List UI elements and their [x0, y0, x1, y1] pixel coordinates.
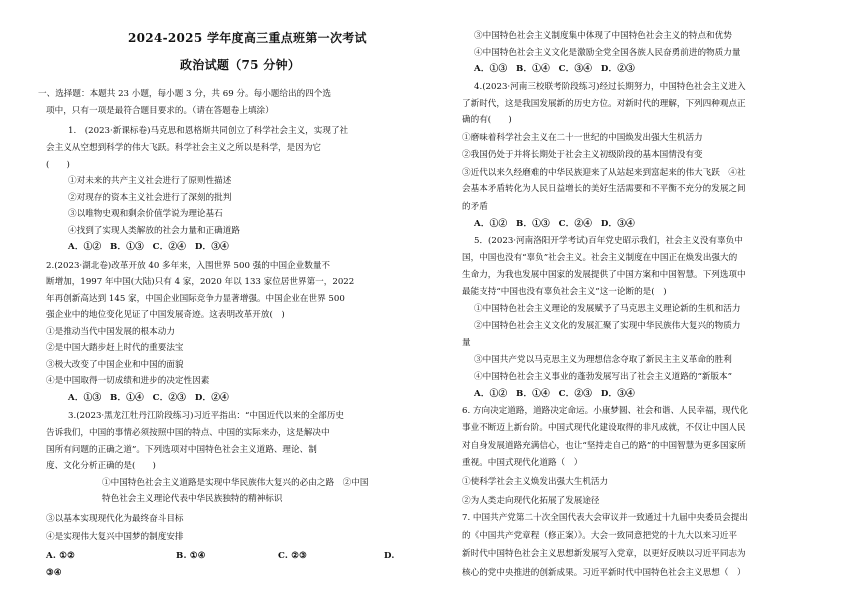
- section-heading-cont: 项中，只有一项是最符合题目要求的。（请在答题卷上填涂）: [46, 106, 274, 116]
- q5-item-3: ③中国共产党以马克思主义为理想信念夺取了新民主主义革命的胜利: [474, 355, 732, 365]
- q7-stem-line3: 新时代中国特色社会主义思想新发展写入党章，以更好反映以习近平同志为: [462, 549, 746, 559]
- q5-item-1: ①中国特色社会主义理论的发展赋予了马克思主义理论新的生机和活力: [474, 304, 741, 314]
- q5-stem-line4: 最能支持“中国也没有辜负社会主义”这一论断的是( ): [462, 287, 667, 297]
- q4-stem: 4.(2023·河南三校联考阶段练习)经过长期努力，中国特色社会主义进入: [474, 82, 746, 92]
- q3-option-b: B. ①④: [176, 551, 206, 561]
- q3-stem: 3.(2023·黑龙江牡丹江阶段练习)习近平指出：“中国近代以来的全部历史: [68, 411, 344, 421]
- q7-stem-line4: 核心的党中央推进的创新成果。习近平新时代中国特色社会主义思想（ ）: [462, 568, 746, 578]
- q3-option-d: D.: [384, 551, 395, 561]
- q1-stem-line2: 会主义从空想到科学的伟大飞跃。科学社会主义之所以是科学，是因为它: [46, 143, 322, 153]
- q3-stem-line4: 度、文化分析正确的是( ): [46, 461, 156, 471]
- q3-item-4: ④是实现伟大复兴中国梦的制度安排: [46, 532, 184, 542]
- q5-stem: 5．(2023·河南洛阳开学考试)百年党史昭示我们，社会主义没有辜负中: [474, 236, 743, 246]
- exam-title: 2024-2025 学年度高三重点班第一次考试: [128, 31, 367, 45]
- q2-stem-line4: 强企业中的地位变化见证了中国发展奇迹。这表明改革开放( ): [46, 310, 285, 320]
- q3-item-4-right: ④中国特色社会主义文化是激励全党全国各族人民奋勇前进的物质力量: [474, 48, 741, 58]
- q3-item-3: ③以基本实现现代化为最终奋斗目标: [46, 514, 184, 524]
- q3-item-1: ①中国特色社会主义道路是实现中华民族伟大复兴的必由之路 ②中国: [102, 478, 369, 488]
- q6-item-2: ②为人类走向现代化拓展了发展途径: [462, 496, 600, 506]
- q5-item-2: ②中国特色社会主义文化的发展汇聚了实现中华民族伟大复兴的物质力: [474, 321, 741, 331]
- q6-stem-line3: 对自身发展道路充满信心，也让“坚持走自己的路”的中国智慧为更多国家所: [462, 441, 746, 451]
- q5-options: A．①② B．①④ C．②③ D．③④: [474, 389, 635, 399]
- q4-item-3-cont2: 的矛盾: [462, 202, 488, 212]
- exam-subtitle: 政治试题（75 分钟）: [180, 58, 301, 72]
- q4-options: A．①② B．①③ C．②④ D．③④: [474, 219, 635, 229]
- q3-item-1-cont: 特色社会主义理论代表中华民族独特的精神标识: [102, 494, 283, 504]
- section-heading: 一、选择题：本题共 23 小题，每小题 3 分，共 69 分。每小题给出的四个选: [38, 89, 331, 99]
- q1-item-2: ②对现存的资本主义社会进行了深刻的批判: [68, 193, 232, 203]
- q2-options: A．①③ B．①④ C．②③ D．②④: [68, 393, 229, 403]
- q4-item-3: ③近代以来久经磨难的中华民族迎来了从站起来到富起来的伟大飞跃 ④社: [462, 168, 746, 178]
- q3-option-d-cont: ③④: [46, 568, 62, 578]
- q2-item-1: ①是推动当代中国发展的根本动力: [46, 327, 175, 337]
- q5-item-4: ④中国特色社会主义事业的蓬勃发展写出了社会主义道路的“新版本”: [474, 372, 733, 382]
- q3-options-right: A．①③ B．①④ C．③④ D．②③: [474, 64, 635, 74]
- q3-stem-line3: 国所有问题的正确之道”。下列选项对中国特色社会主义道路、理论、制: [46, 445, 317, 455]
- q4-item-1: ①磨味着科学社会主义在二十一世纪的中国焕发出强大生机活力: [462, 133, 703, 143]
- q3-option-c: C. ②③: [278, 551, 308, 561]
- q1-item-1: ①对未来的共产主义社会进行了原则性描述: [68, 176, 232, 186]
- q5-stem-line2: 国，中国也没有“辜负”社会主义。社会主义制度在中国正在焕发出强大的: [462, 253, 738, 263]
- q1-stem-line3: ( ): [46, 160, 70, 170]
- q7-stem-line2: 的《中国共产党章程（修正案）》。大会一致同意把党的十九大以来习近平: [462, 531, 737, 541]
- q2-stem-line2: 断增加，1997 年中国(大陆)只有 4 家，2020 年以 133 家位居世界第一，2022: [46, 277, 355, 287]
- q3-option-a: A. ①②: [46, 551, 76, 561]
- q4-item-3-cont: 会基本矛盾转化为人民日益增长的美好生活需要和不平衡不充分的发展之间: [462, 184, 746, 194]
- q7-stem: 7. 中国共产党第二十次全国代表大会审议并一致通过十九届中央委员会提出: [462, 513, 748, 523]
- q2-item-3: ③极大改变了中国企业和中国的面貌: [46, 360, 184, 370]
- q5-stem-line3: 生命力，为我也发展中国家的发展提供了中国方案和中国智慧。下列选项中: [462, 270, 746, 280]
- q2-item-2: ②是中国大踏步赶上时代的重要法宝: [46, 343, 184, 353]
- q4-item-2: ②我国仍处于并将长期处于社会主义初级阶段的基本国情没有变: [462, 150, 703, 160]
- q3-item-3-right: ③中国特色社会主义制度集中体现了中国特色社会主义的特点和优势: [474, 31, 732, 41]
- q3-stem-line2: 告诉我们，中国的事情必须按照中国的特点、中国的实际来办，这是解决中: [46, 428, 330, 438]
- q6-stem-line2: 事业不断迈上新台阶。中国式现代化建设取得的非凡成就，不仅让中国人民: [462, 423, 746, 433]
- q1-item-4: ④找到了实现人类解放的社会力量和正确道路: [68, 226, 240, 236]
- q6-item-1: ①使科学社会主义焕发出强大生机活力: [462, 477, 609, 487]
- q2-stem-line3: 年再创新高达到 145 家，中国企业国际竞争力显著增强。中国企业在世界 500: [46, 294, 345, 304]
- q6-stem-line4: 重视。中国式现代化道路（ ）: [462, 458, 583, 468]
- q4-stem-line3: 确的有( ): [462, 115, 512, 125]
- q6-stem: 6. 方向决定道路，道路决定命运。小康梦圆、社会和谐、人民幸福，现代化: [462, 406, 748, 416]
- q2-item-4: ④是中国取得一切成绩和进步的决定性因素: [46, 376, 210, 386]
- q5-item-2-cont: 量: [462, 338, 471, 348]
- q1-options: A．①② B．①③ C．②④ D．③④: [68, 242, 229, 252]
- q2-stem: 2.(2023·湖北卷)改革开放 40 多年来，入围世界 500 强的中国企业数量不: [46, 261, 331, 271]
- q1-item-3: ③以唯物史观和剩余价值学说为理论基石: [68, 209, 223, 219]
- q1-stem: 1. (2023·新课标卷)马克思和恩格斯共同创立了科学社会主义，实现了社: [68, 126, 349, 136]
- q4-stem-line2: 了新时代，这是我国发展新的历史方位。对新时代的理解，下列四种观点正: [462, 99, 746, 109]
